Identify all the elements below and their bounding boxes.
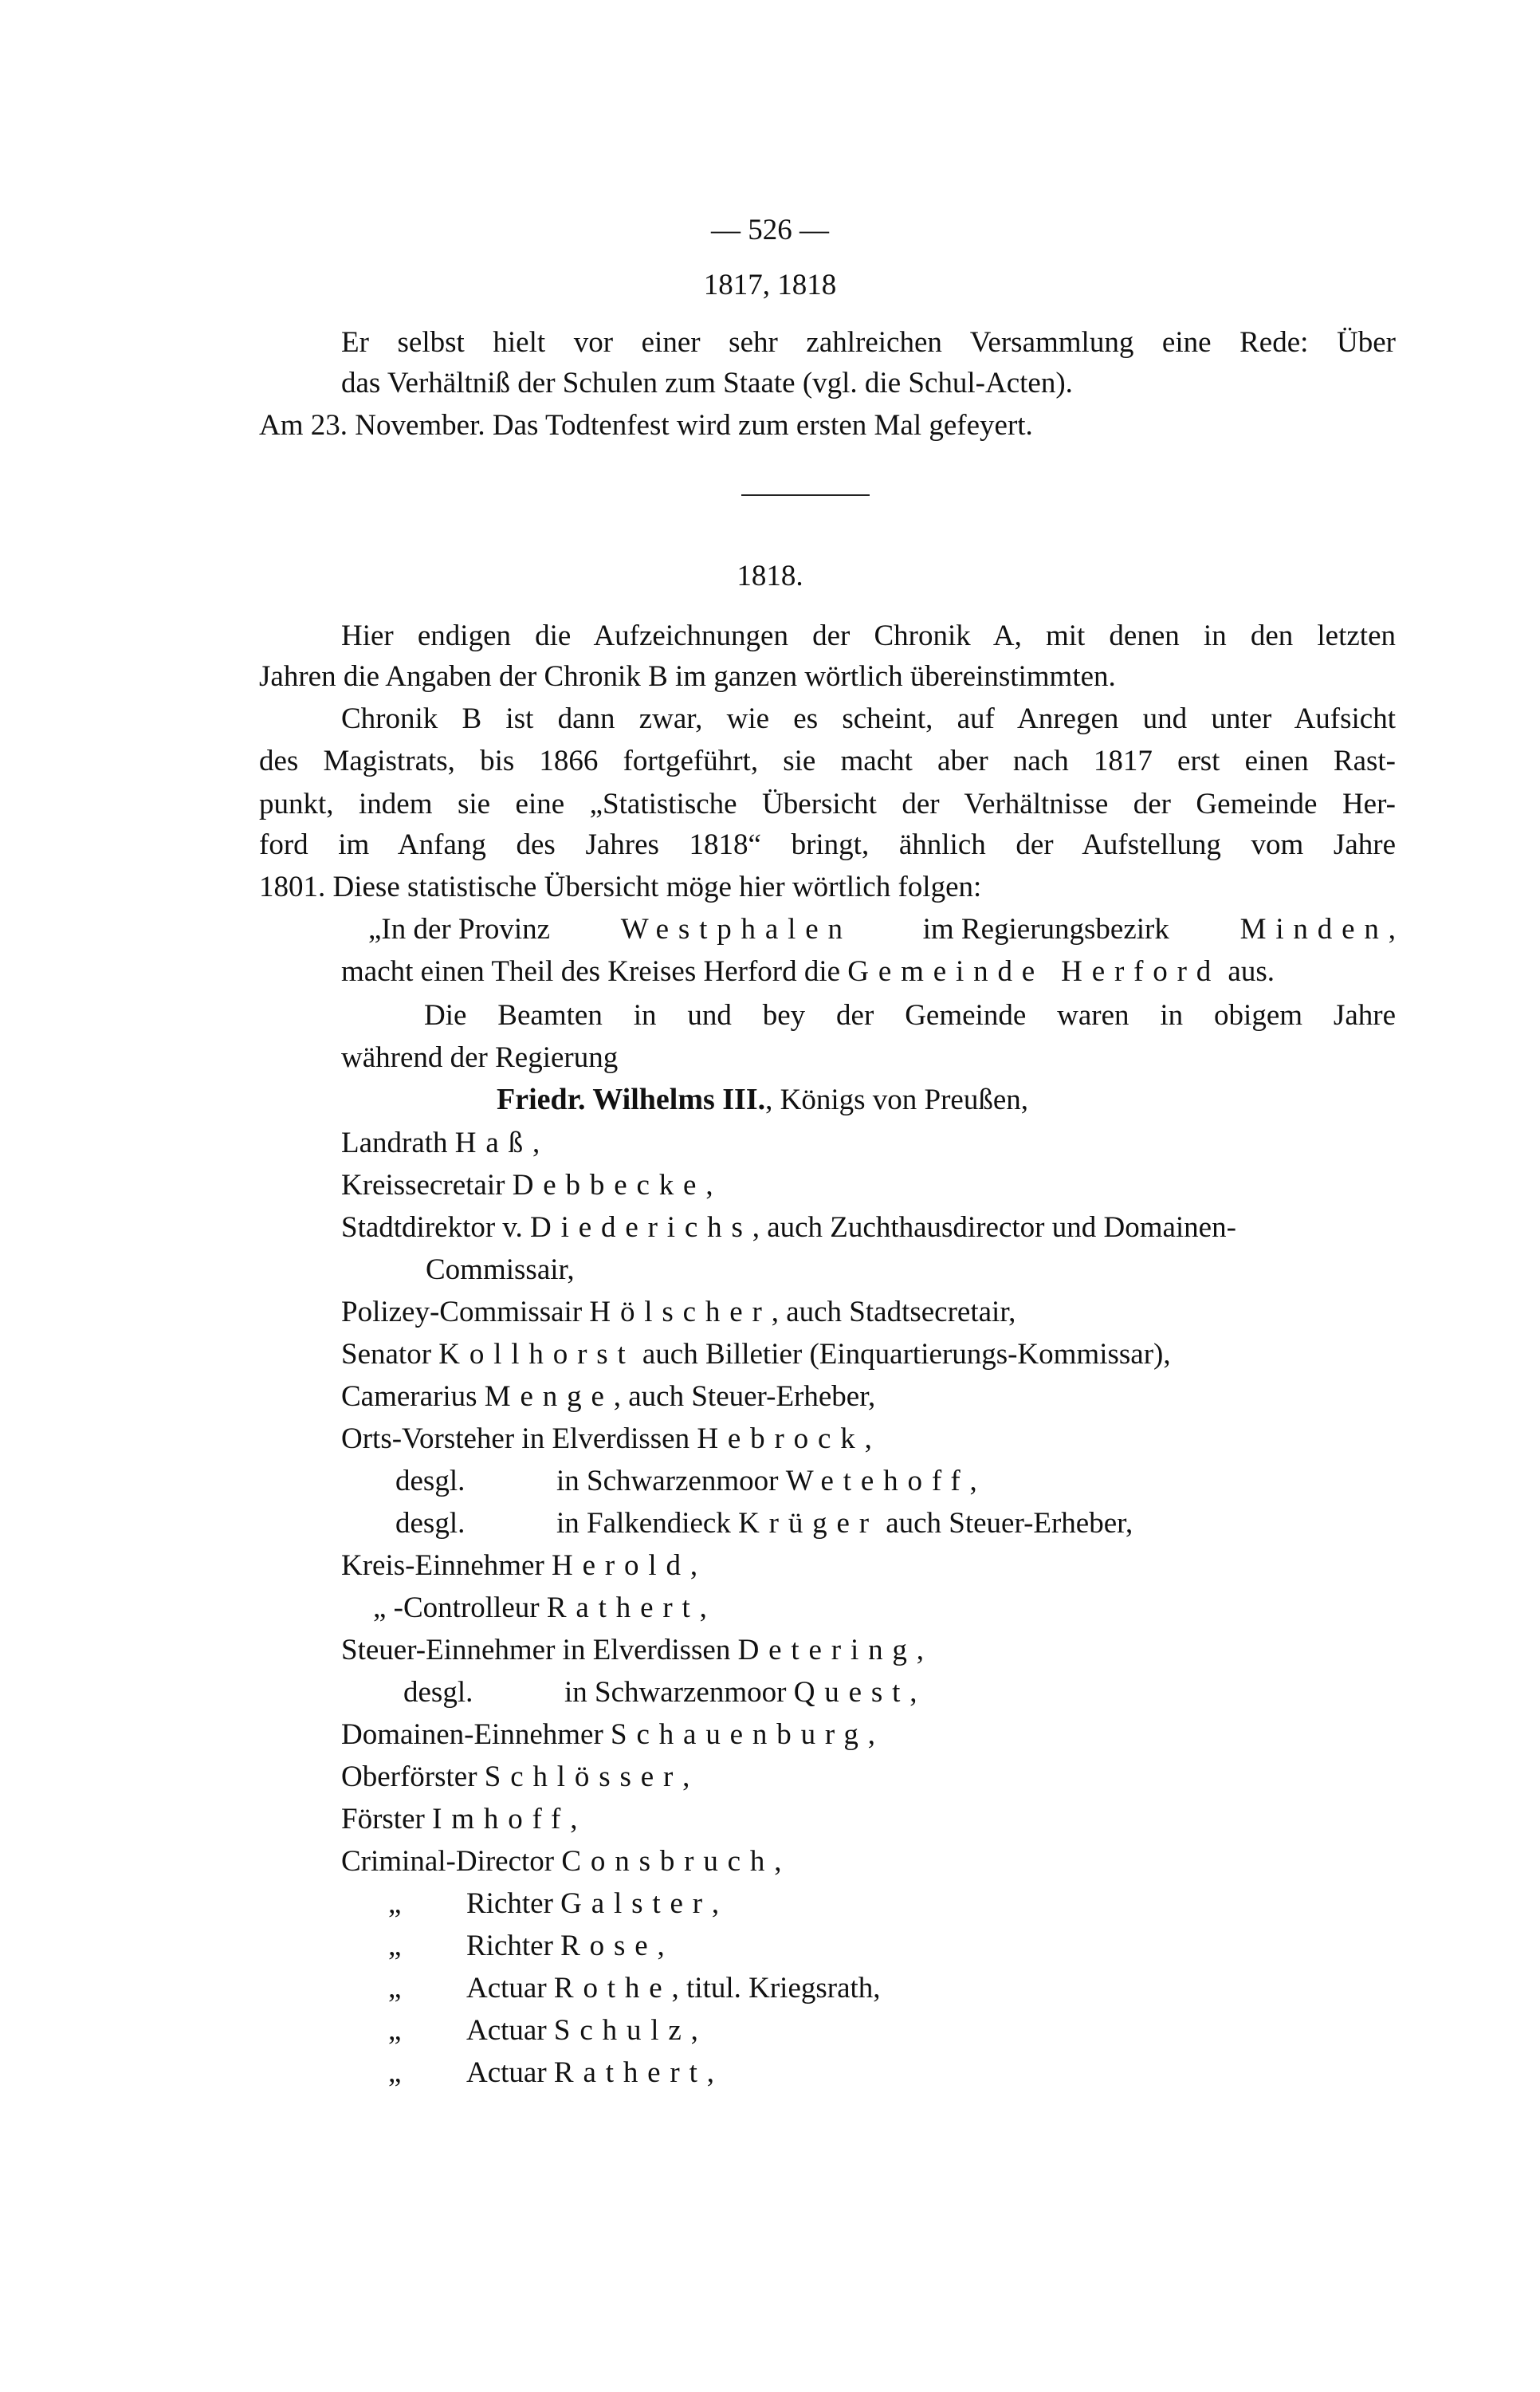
district-name: Minden	[1239, 913, 1389, 946]
official-name: Herold	[552, 1549, 690, 1582]
official-note: ,	[570, 1803, 578, 1835]
official-item	[388, 1927, 665, 1965]
official-title: Oberförster	[341, 1761, 485, 1793]
official-item	[395, 1462, 977, 1501]
official-item	[341, 1547, 697, 1585]
official-note: ,	[705, 1169, 713, 1202]
official-item	[341, 1631, 924, 1670]
official-name: Kollhorst	[438, 1338, 635, 1371]
king-name: Friedr. Wilhelms III.	[497, 1083, 766, 1116]
official-name: Hölscher	[589, 1296, 772, 1328]
community-name: Gemeinde Herford	[847, 955, 1221, 988]
official-name: Rothe	[553, 1972, 672, 2004]
page-number: — 526 —	[711, 214, 829, 246]
official-item	[341, 1758, 689, 1796]
official-title: Polizey-Commissair	[341, 1296, 590, 1328]
official-item	[395, 1505, 1133, 1543]
official-item	[341, 1336, 1171, 1374]
official-note: ,	[706, 2056, 714, 2089]
official-note: ,	[699, 1591, 707, 1624]
official-item	[341, 1166, 713, 1205]
official-title: Kreissecretair	[341, 1169, 513, 1202]
official-note: ,	[532, 1127, 540, 1159]
official-note: ,	[916, 1634, 925, 1666]
official-name: Debbecke	[512, 1169, 706, 1202]
official-name: Diederichs	[530, 1211, 752, 1244]
official-note: , auch Steuer-Erheber,	[613, 1380, 876, 1413]
official-note: , auch Stadtsecretair,	[771, 1296, 1016, 1328]
official-item	[388, 1885, 720, 1923]
quote-line	[497, 1080, 1028, 1119]
official-item	[388, 2054, 714, 2092]
official-title: Kreis-Einnehmer	[341, 1549, 552, 1582]
paragraph-line: ford im Anfang des Jahres 1818“ bringt, ähnlich der Aufstellung vom Jahre	[259, 828, 1396, 861]
official-item	[341, 1716, 875, 1754]
paragraph-line: 1801. Diese statistische Übersicht möge hier wörtlich folgen:	[259, 871, 982, 903]
paragraph-line: Hier endigen die Aufzeichnungen der Chronik A, mit denen in den letzten	[341, 620, 1396, 652]
official-name: Krüger	[738, 1507, 878, 1540]
province-name: Westphalen	[620, 913, 852, 946]
official-name: Quest	[793, 1676, 910, 1709]
paragraph-line: Jahren die Angaben der Chronik B im ganzen wörtlich übereinstimmten.	[259, 660, 1116, 693]
official-place: in Falkendieck	[556, 1507, 739, 1540]
entry-line: das Verhältniß der Schulen zum Staate (vgl. die Schul-Acten).	[341, 367, 1073, 399]
official-name: Menge	[484, 1380, 614, 1413]
official-note: ,	[969, 1465, 977, 1497]
quote-text: , Königs von Preußen,	[765, 1084, 1029, 1116]
official-title: Steuer-Einnehmer in Elverdissen	[341, 1634, 738, 1666]
quote-text: macht einen Theil des Kreises Herford die	[341, 955, 848, 988]
section-divider	[741, 494, 870, 496]
official-item	[341, 1293, 1016, 1332]
paragraph-line: punkt, indem sie eine „Statistische Übersicht der Verhältnisse der Gemeinde Her-	[259, 788, 1396, 820]
official-item	[341, 1843, 782, 1881]
official-name: Imhoff	[432, 1803, 571, 1835]
quote-text: im Regierungsbezirk	[915, 913, 1177, 946]
official-title: Förster	[341, 1803, 433, 1835]
official-name: Rathert	[546, 1591, 700, 1624]
official-place: in Schwarzenmoor	[564, 1676, 794, 1709]
ditto-label: desgl.	[395, 1465, 466, 1497]
official-name: Detering	[737, 1634, 917, 1666]
paragraph-line: Chronik B ist dann zwar, wie es scheint, auf Anregen und unter Aufsicht	[341, 702, 1396, 735]
quote-line	[368, 911, 1396, 949]
official-item	[403, 1674, 917, 1712]
official-name: Consbruch	[561, 1845, 775, 1878]
official-note: auch Steuer-Erheber,	[878, 1507, 1133, 1540]
ditto-label: desgl.	[403, 1676, 473, 1709]
official-note: ,	[774, 1845, 782, 1878]
official-title: Landrath	[341, 1127, 455, 1159]
section-heading: 1818.	[737, 560, 803, 592]
official-item	[341, 1420, 872, 1458]
official-note: ,	[682, 1761, 690, 1793]
official-note: ,	[657, 1930, 665, 1962]
official-item	[341, 1209, 1236, 1247]
official-note: , auch Zuchthausdirector und Domainen-	[752, 1211, 1236, 1244]
official-title: Richter	[466, 1887, 561, 1920]
official-title: Stadtdirektor v.	[341, 1211, 531, 1244]
quote-text: ,	[1388, 913, 1396, 946]
official-name: Rathert	[553, 2056, 707, 2089]
official-note: ,	[867, 1718, 876, 1751]
entry-line: Er selbst hielt vor einer sehr zahlreichen Versammlung eine Rede: Über	[341, 326, 1396, 359]
official-item	[388, 2012, 698, 2050]
official-note: ,	[711, 1887, 720, 1920]
official-title: Camerarius	[341, 1380, 485, 1413]
ditto-mark: „	[388, 1972, 402, 2004]
official-title: „ -Controlleur	[373, 1591, 547, 1624]
year-heading: 1817, 1818	[703, 269, 837, 301]
official-place: in Schwarzenmoor	[556, 1465, 786, 1497]
official-item	[341, 1378, 875, 1416]
official-note: ,	[690, 2014, 698, 2047]
official-item	[388, 1969, 881, 2008]
paragraph-line: des Magistrats, bis 1866 fortgeführt, sie macht aber nach 1817 erst einen Rast-	[259, 745, 1396, 777]
quote-line	[341, 953, 1275, 991]
official-title: Actuar	[466, 2056, 554, 2089]
official-title: Senator	[341, 1338, 439, 1371]
official-title: Criminal-Director	[341, 1845, 562, 1878]
ditto-mark: „	[388, 1930, 402, 1962]
official-item	[341, 1124, 540, 1163]
entry-line: Am 23. November. Das Todtenfest wird zum ersten Mal gefeyert.	[259, 409, 1033, 442]
official-title: Actuar	[466, 1972, 554, 2004]
ditto-mark: „	[388, 2056, 402, 2089]
official-note: ,	[864, 1422, 872, 1455]
official-name: Schlösser	[484, 1761, 683, 1793]
quote-line: während der Regierung	[341, 1041, 619, 1074]
official-item	[341, 1800, 577, 1839]
official-title: Orts-Vorsteher in Elverdissen	[341, 1422, 697, 1455]
official-item	[373, 1589, 707, 1627]
official-name: Galster	[560, 1887, 712, 1920]
official-name: Hebrock	[697, 1422, 865, 1455]
official-title: Richter	[466, 1930, 561, 1962]
quote-text: aus.	[1220, 955, 1275, 988]
ditto-mark: „	[388, 1887, 402, 1920]
official-title: Actuar	[466, 2014, 554, 2047]
official-note: auch Billetier (Einquartierungs-Kommissar),	[634, 1338, 1171, 1371]
official-name: Wetehoff	[785, 1465, 970, 1497]
official-name: Rose	[560, 1930, 658, 1962]
official-note: ,	[689, 1549, 698, 1582]
ditto-label: desgl.	[395, 1507, 466, 1540]
ditto-mark: „	[388, 2014, 402, 2047]
official-name: Haß	[454, 1127, 532, 1159]
official-note: , titul. Kriegsrath,	[671, 1972, 881, 2004]
official-name: Schauenburg	[611, 1718, 868, 1751]
official-title: Domainen-Einnehmer	[341, 1718, 611, 1751]
official-name: Schulz	[553, 2014, 691, 2047]
quote-line: Die Beamten in und bey der Gemeinde waren in obigem Jahre	[424, 999, 1396, 1032]
quote-text: „In der Provinz	[368, 913, 558, 946]
official-item-continuation: Commissair,	[426, 1253, 575, 1286]
official-note: ,	[909, 1676, 917, 1709]
